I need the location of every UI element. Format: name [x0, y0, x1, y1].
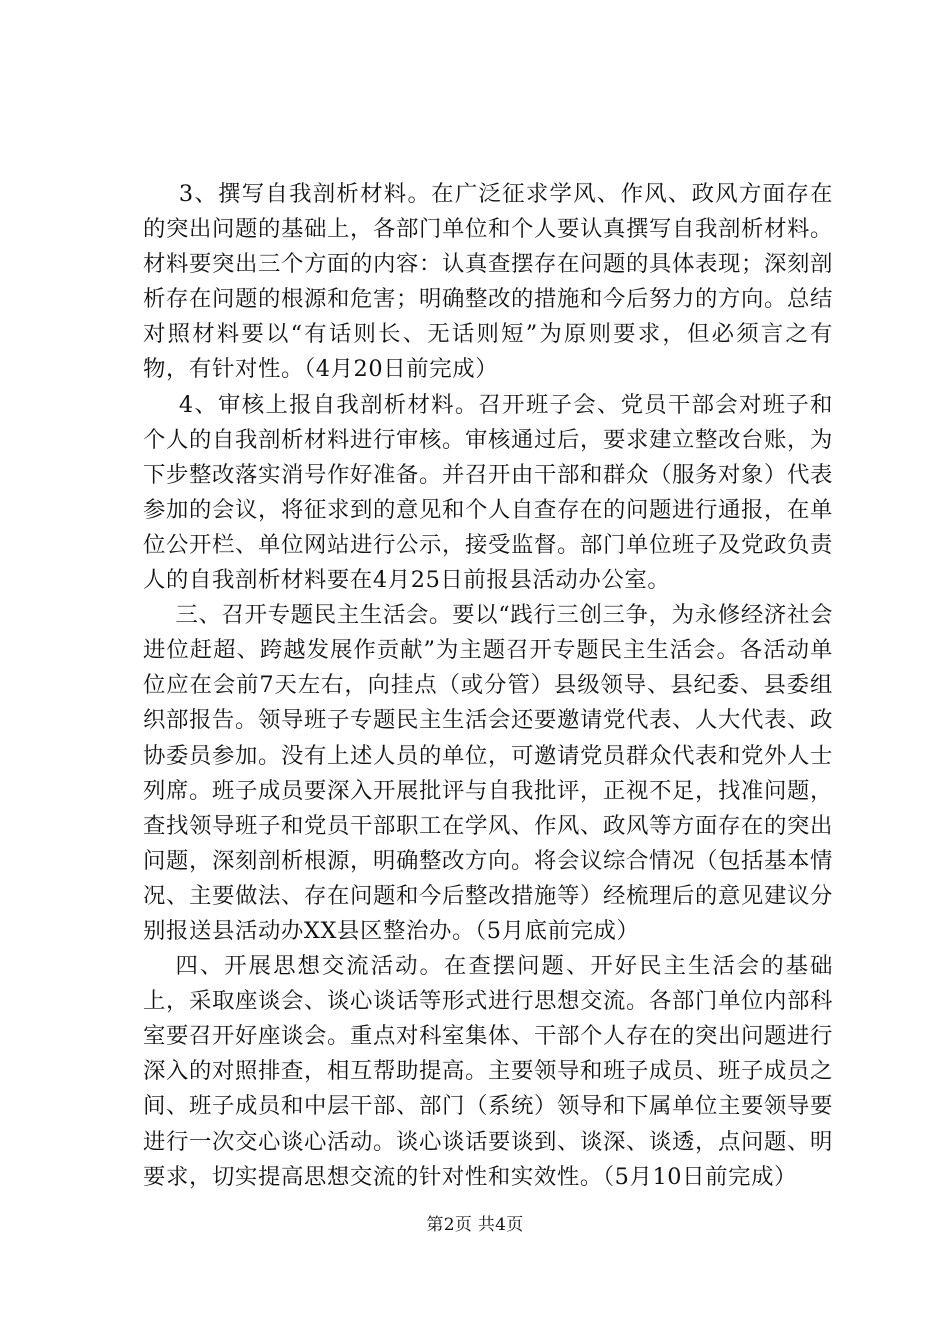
paragraph-review-report: 4、审核上报自我剖析材料。召开班子会、党员干部会对班子和个人的自我剖析材料进行审核。审核通过后，要求建立整改台账，为下步整改落实消号作好准备。并召开由干部和群众（服务对象）代表参加的会议，将征求到的意见和个人自查存在的问题进行通报，在单位公开栏、单位网站进行公示，接受监督。部门单位班子及党政负责人的自我剖析材料要在4月25日前报县活动办公室。: [143, 391, 833, 594]
paragraph-democratic-life-meeting: 三、召开专题民主生活会。要以“践行三创三争，为永修经济社会进位赶超、跨越发展作贡献”为主题召开专题民主生活会。各活动单位应在会前7天左右，向挂点（或分管）县级领导、县纪委、县委组织部报告。领导班子专题民主生活会还要邀请党代表、人大代表、政协委员参加。没有上述人员的单位，可邀请党员群众代表和党外人士列席。班子成员要深入开展批评与自我批评，正视不足，找准问题，查找领导班子和党员干部职工在学风、作风、政风等方面存在的突出问题，深刻剖析根源，明确整改方向。将会议综合情况（包括基本情况、主要做法、存在问题和今后整改措施等）经梳理后的意见建议分别报送县活动办XX县区整治办。（5月底前完成）: [143, 602, 833, 944]
paragraph-self-analysis: 3、撰写自我剖析材料。在广泛征求学风、作风、政风方面存在的突出问题的基础上，各部门单位和个人要认真撰写自我剖析材料。材料要突出三个方面的内容：认真查摆存在问题的具体表现；深刻剖析存在问题的根源和危害；明确整改的措施和今后努力的方向。总结对照材料要以“有话则长、无话则短”为原则要求，但必须言之有物，有针对性。（4月20日前完成）: [143, 181, 833, 383]
page-footer: 第2页 共4页: [426, 1215, 524, 1235]
document-body: [143, 177, 833, 1195]
paragraph-thought-exchange: 四、开展思想交流活动。在查摆问题、开好民主生活会的基础上，采取座谈会、谈心谈话等形式进行思想交流。各部门单位内部科室要召开好座谈会。重点对科室集体、干部个人存在的突出问题进行深入的对照排查，相互帮助提高。主要领导和班子成员、班子成员之间、班子成员和中层干部、部门（系统）领导和下属单位主要领导要进行一次交心谈心活动。谈心谈话要谈到、谈深、谈透，点问题、明要求，切实提高思想交流的针对性和实效性。（5月10日前完成）: [143, 953, 833, 1190]
